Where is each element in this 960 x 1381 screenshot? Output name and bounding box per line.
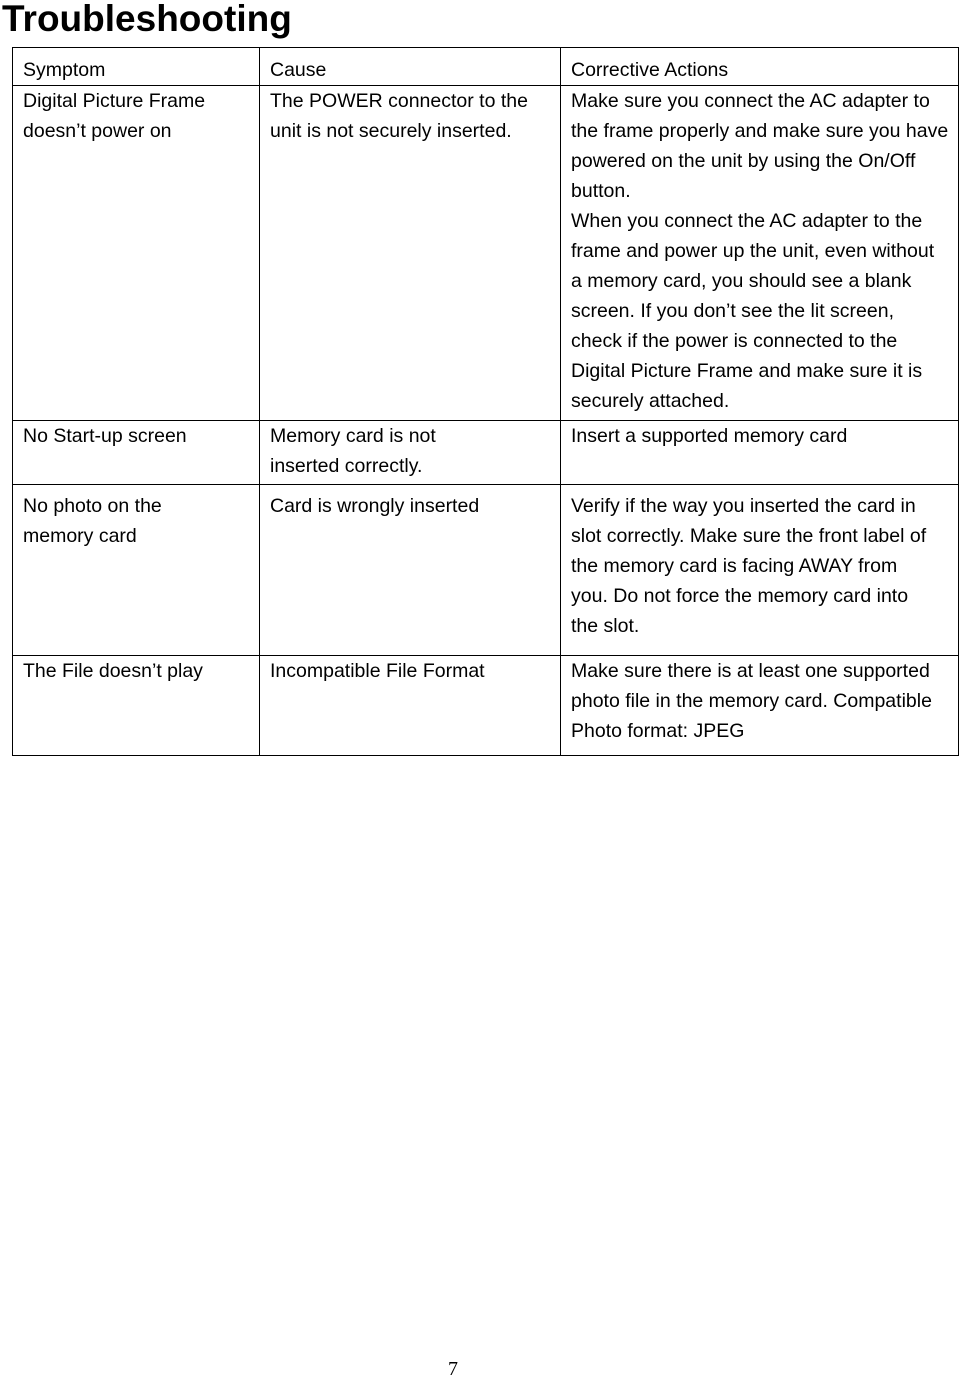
- cause-cell: Incompatible File Format: [260, 656, 561, 756]
- corrective-action-cell: Make sure you connect the AC adapter to the frame properly and make sure you have powered on the unit by using the On/Off button. When you connect the AC adapter to the frame and power up the unit, even without a memory card, you should see a blank screen. If you don’t see the lit screen, check if the power is connected to the Digital Picture Frame and make sure it is securely attached.: [561, 86, 959, 421]
- cause-cell: The POWER connector to the unit is not securely inserted.: [260, 86, 561, 421]
- table-row: [13, 86, 959, 421]
- symptom-cell: No Start-up screen: [13, 421, 260, 485]
- page-title: Troubleshooting: [2, 0, 292, 39]
- cause-cell: Card is wrongly inserted: [260, 485, 561, 656]
- column-header-corrective-actions: Corrective Actions: [561, 48, 959, 86]
- table-row: [13, 656, 959, 756]
- symptom-cell: No photo on the memory card: [13, 485, 260, 656]
- symptom-cell: The File doesn’t play: [13, 656, 260, 756]
- cause-cell: Memory card is not inserted correctly.: [260, 421, 561, 485]
- column-header-symptom: Symptom: [13, 48, 260, 86]
- table-row: [13, 485, 959, 656]
- troubleshooting-table: [12, 47, 959, 756]
- corrective-action-cell: Insert a supported memory card: [561, 421, 959, 485]
- column-header-cause: Cause: [260, 48, 561, 86]
- corrective-action-cell: Verify if the way you inserted the card in slot correctly. Make sure the front label of the memory card is facing AWAY from you. Do not force the memory card into the slot.: [561, 485, 959, 656]
- table-header-row: [13, 48, 959, 86]
- table-row: [13, 421, 959, 485]
- symptom-cell: Digital Picture Frame doesn’t power on: [13, 86, 260, 421]
- corrective-action-cell: Make sure there is at least one supported photo file in the memory card. Compatible Photo format: JPEG: [561, 656, 959, 756]
- page-number: 7: [448, 1358, 458, 1380]
